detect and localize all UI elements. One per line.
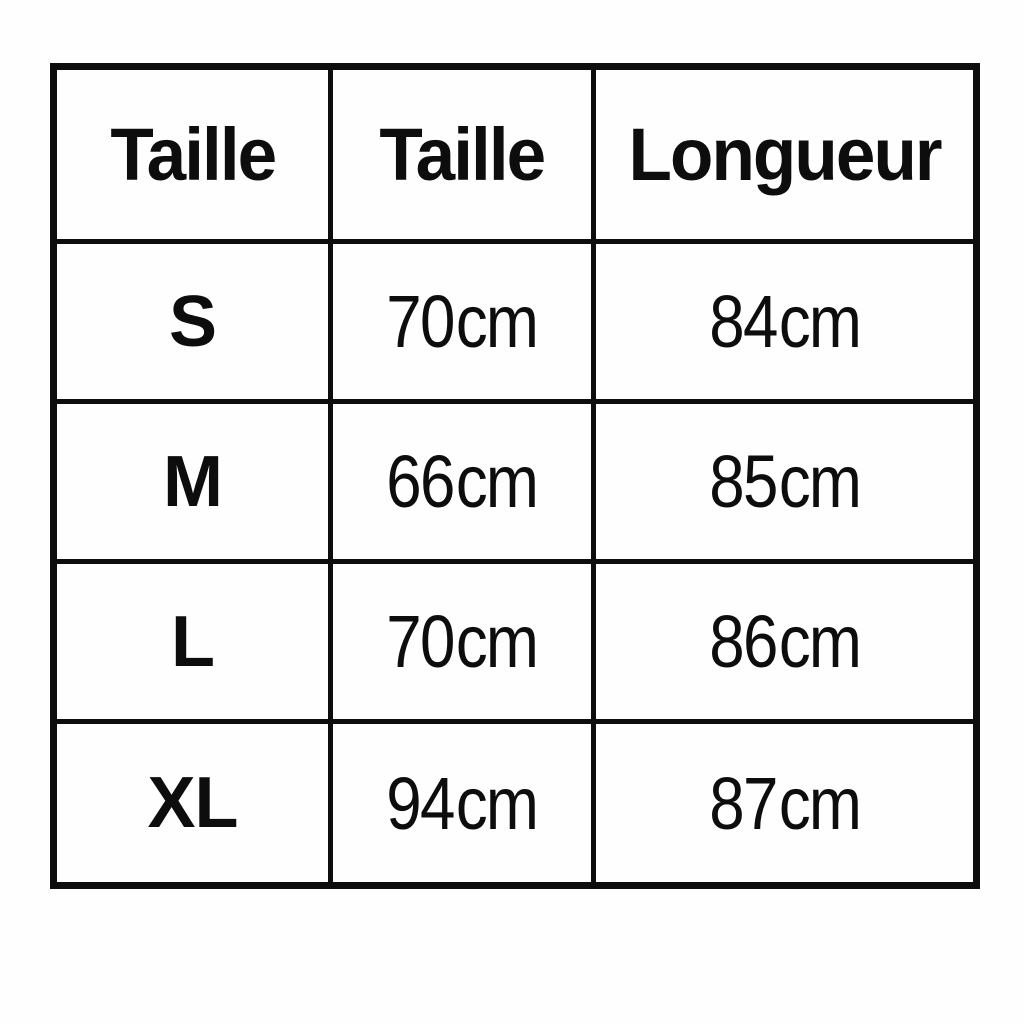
table-row-m — [54, 402, 977, 562]
chest-value-xl: 94 cm — [386, 761, 538, 845]
size-cell — [54, 562, 331, 722]
size-label-xl: XL — [147, 763, 238, 843]
size-label-l: L — [171, 601, 214, 682]
header-cell-size — [54, 67, 331, 242]
length-value-m: 85 cm — [709, 440, 860, 523]
measurement-cell — [594, 402, 977, 562]
size-cell — [54, 722, 331, 886]
table-row-xl — [54, 722, 977, 886]
chest-value-s: 70 cm — [386, 280, 538, 363]
measurement-cell — [331, 402, 594, 562]
table-row-l — [54, 562, 977, 722]
measurement-cell — [331, 562, 594, 722]
chest-value-l: 70 cm — [386, 600, 538, 683]
header-row — [54, 67, 977, 242]
table-row-s — [54, 242, 977, 402]
measurement-cell — [331, 242, 594, 402]
header-cell-chest — [331, 67, 594, 242]
measurement-cell — [594, 242, 977, 402]
size-label-m: M — [163, 441, 222, 522]
measurement-cell — [331, 722, 594, 886]
measurement-cell — [594, 722, 977, 886]
length-value-s: 84 cm — [709, 280, 860, 363]
measurement-cell — [594, 562, 977, 722]
header-cell-length — [594, 67, 977, 242]
length-value-l: 86 cm — [709, 600, 860, 683]
size-cell — [54, 242, 331, 402]
size-label-s: S — [168, 281, 217, 362]
size-cell — [54, 402, 331, 562]
header-label-taille-2: Taille — [379, 113, 545, 196]
chest-value-m: 66 cm — [386, 440, 538, 523]
header-label-longueur: Longueur — [628, 113, 941, 196]
header-label-taille-1: Taille — [110, 113, 275, 196]
length-value-xl: 87 cm — [709, 761, 860, 845]
size-chart-table — [50, 63, 980, 889]
